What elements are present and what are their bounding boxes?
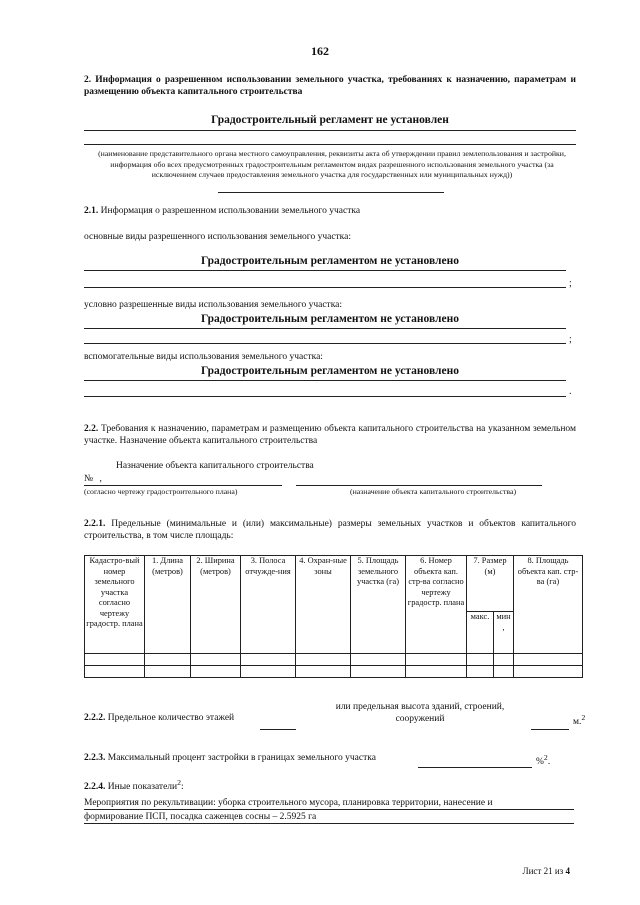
note-underline xyxy=(218,192,444,193)
header-size-min xyxy=(494,612,514,654)
table-row xyxy=(85,654,583,666)
sheet-label: Лист 21 из xyxy=(522,866,566,876)
sheet-total: 4 xyxy=(565,866,570,876)
section-2-2-4-number: 2.2.4. xyxy=(84,782,106,793)
sheet-counter xyxy=(523,866,570,876)
section-2-2-1-body: Предельные (минимальные и (или) максимальные) размеры земельных участков и объектов капитального строительства, в том числе площадь: xyxy=(84,519,576,541)
section-2-2-body: Требования к назначению, параметрам и размещению объекта капитального строительства на указанном земельном участке. Назначение объекта капитального строительства xyxy=(84,424,576,446)
regulation-underline xyxy=(84,130,576,131)
section-2-2-3-body: Максимальный процент застройки в границах земельного участка xyxy=(105,753,376,763)
number-sign: № xyxy=(84,474,94,484)
coverage-unit-text: % xyxy=(536,757,544,768)
other-colon: : xyxy=(181,782,184,793)
max-height-text: или предельная высота зданий, строений, сооружений xyxy=(335,702,505,724)
height-unit-text: м. xyxy=(573,717,582,728)
section-2-2-3-text xyxy=(84,752,376,764)
regulation-line-2 xyxy=(84,144,576,145)
coverage-unit xyxy=(536,752,550,768)
auxiliary-uses-period: . xyxy=(569,386,572,397)
section-2-2-4-text xyxy=(84,777,184,793)
auxiliary-uses-label: вспомогательные виды использования земельного участка: xyxy=(84,352,323,362)
reclamation-line-1: Мероприятия по рекультивации: уборка строительного мусора, планировка территории, нанесение и xyxy=(84,798,493,808)
header-length: 1. Длина (метров) xyxy=(145,556,191,654)
section-2-1-text: Информация о разрешенном использовании земельного участка xyxy=(98,206,361,216)
auxiliary-uses-line-2 xyxy=(84,396,566,397)
parameters-table xyxy=(84,555,583,678)
header-size: 7. Размер (м) xyxy=(467,556,514,612)
height-blank xyxy=(531,729,569,730)
conditional-uses-line-2 xyxy=(84,343,566,344)
section-2-2-4-body: Иные показатели xyxy=(105,782,178,793)
section-2-2-2-text xyxy=(84,712,234,724)
object-number-line xyxy=(84,485,282,486)
header-exclusion-strip: 3. Полоса отчужде-ния xyxy=(241,556,296,654)
header-cadastral-number: Кадастро-вый номер земельного участка согласно чертежу градостр. плана xyxy=(85,556,145,654)
section-2-2-1-number: 2.2.1. xyxy=(84,519,106,529)
number-comma: , xyxy=(99,474,102,484)
caption-left: (согласно чертежу градостроительного плана) xyxy=(84,487,238,496)
auxiliary-uses-line-1 xyxy=(84,380,566,381)
page-number: 162 xyxy=(311,44,329,58)
section-2-2-number: 2.2. xyxy=(84,424,99,434)
object-purpose-line xyxy=(296,485,542,486)
section-2-heading: 2. Информация о разрешенном использовании земельного участка, требованиях к назначению, параметрам и размещению объекта капитального строительства xyxy=(84,75,576,97)
conditional-uses-line-1 xyxy=(84,328,566,329)
section-2-2-2-number: 2.2.2. xyxy=(84,713,106,723)
caption-right: (назначение объекта капитального строительства) xyxy=(350,487,517,496)
reclamation-underline-1 xyxy=(84,809,574,810)
header-object-number: 6. Номер объекта кап. стр-ва согласно чертежу градостр. плана xyxy=(406,556,467,654)
reclamation-underline-2 xyxy=(84,823,574,824)
height-unit-footnote: 2 xyxy=(581,713,586,722)
header-size-min-mark: , xyxy=(502,622,505,632)
height-unit xyxy=(573,712,585,728)
header-size-min-label: мин xyxy=(496,612,511,621)
section-2-1-number: 2.1. xyxy=(84,206,99,216)
main-uses-value: Градостроительным регламентом не установлено xyxy=(201,255,459,267)
main-uses-label: основные виды разрешенного использования земельного участка: xyxy=(84,232,352,242)
conditional-uses-label: условно разрешенные виды использования земельного участка: xyxy=(84,300,343,310)
main-uses-semicolon: ; xyxy=(569,278,572,289)
coverage-blank xyxy=(418,767,532,768)
section-2-1-title xyxy=(84,205,360,217)
coverage-period: . xyxy=(547,757,551,768)
main-uses-line-2 xyxy=(84,287,566,288)
section-2-2-3-number: 2.2.3. xyxy=(84,753,106,763)
section-2-2-2-body: Предельное количество этажей xyxy=(105,713,235,723)
table-row xyxy=(85,666,583,678)
header-protected-zones: 4. Охран-ные зоны xyxy=(296,556,351,654)
object-number-label xyxy=(84,473,102,485)
other-footnote: 2 xyxy=(177,778,182,787)
header-object-area: 8. Площадь объекта кап. стр-ва (га) xyxy=(514,556,583,654)
regulation-value: Градостроительный регламент не установлен xyxy=(211,114,449,126)
header-size-max: макс. xyxy=(467,612,494,654)
conditional-uses-semicolon: ; xyxy=(569,334,572,345)
purpose-label: Назначение объекта капитального строительства xyxy=(116,461,314,471)
header-width: 2. Ширина (метров) xyxy=(191,556,241,654)
main-uses-line-1 xyxy=(84,270,566,271)
section-2-2-text xyxy=(84,423,576,447)
coverage-footnote: 2 xyxy=(543,753,548,762)
auxiliary-uses-value: Градостроительным регламентом не установлено xyxy=(201,365,459,377)
regulation-note: (наименование представительного органа местного самоуправления, реквизиты акта об утверждении правил землепользования и застройки, информация обо всех предусмотренных градостроительным регламентом видах разрешенного использования земельного участка (за исключением случаев предоставления земельного участка для государственных или муниципальных нужд)) xyxy=(98,149,566,179)
conditional-uses-value: Градостроительным регламентом не установлено xyxy=(201,313,459,325)
reclamation-line-2: формирование ПСП, посадка саженцев сосны – 2.5925 га xyxy=(84,812,317,822)
header-plot-area: 5. Площадь земельного участка (га) xyxy=(351,556,406,654)
floors-blank xyxy=(260,729,296,730)
section-2-2-1-text xyxy=(84,518,576,542)
